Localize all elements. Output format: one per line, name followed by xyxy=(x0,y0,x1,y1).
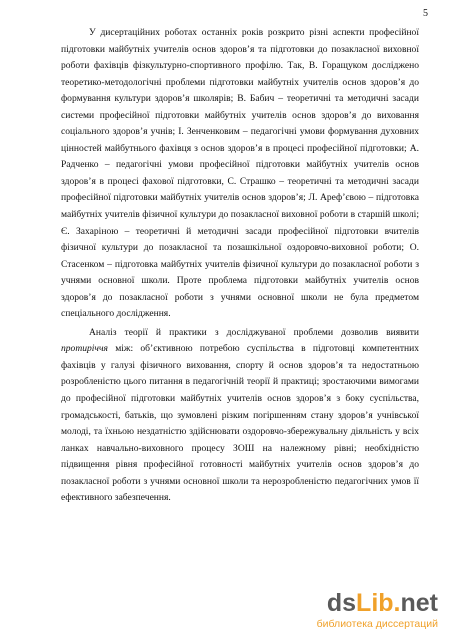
watermark-logo-lib: Lib xyxy=(356,589,394,617)
watermark xyxy=(312,589,442,635)
document-body xyxy=(61,25,419,507)
watermark-logo-net: net xyxy=(400,589,438,617)
page-number: 5 xyxy=(423,8,428,19)
watermark-caption: библиотека диссертаций xyxy=(316,618,438,630)
paragraph-2 xyxy=(61,325,419,507)
watermark-logo-ds: ds xyxy=(326,589,357,617)
paragraph-1 xyxy=(61,25,419,323)
watermark-logo xyxy=(327,589,438,617)
paragraph-1-text: У дисертаційних роботах останніх років розкрито різні аспекти професійної підготовки майбутніх учителів основ здоров’я та підготовки до позакласної виховної роботи фахівців фізкультурно-спортивного профілю. Так, В. Горащуком досліджено теоретико-методологічні проблеми підготовки майбутніх учителів основ здоров’я до формування культури здоров’я школярів; В. Бабич – теоретичні та методичні засади системи професійної підготовки майбутніх учителів основ здоров’я до виховання соціального здоров’я учнів; І. Зенченковим – педагогічні умови формування духовних цінностей майбутнього фахівця з основ здоров’я в процесі професійної підготовки; А. Радченко – педагогічні умови професійної підготовки майбутніх учителів основ здоров’я в процесі фахової підготовки, С. Страшко – теоретичні та методичні засади професійної підготовки майбутніх учителів основ здоров’я; Л. Ареф’євою – підготовка майбутніх учителів фізичної культури до позакласної виховної роботи в старшій школі; Є. Захаріною – теоретичні й методичні засади професійної підготовки вчителів фізичної культури до позакласної та позашкільної оздоровчо-виховної роботи; О. Стасенком – підготовка майбутніх учителів фізичної культури до позакласної роботи з учнями основної школи. Проте проблема підготовки майбутніх учителів основ здоров’я до позакласної роботи з учнями основної школи не була предметом спеціального дослідження. xyxy=(61,27,419,320)
paragraph-2-text-a: Аналіз теорії й практики з досліджуваної проблеми дозволив виявити xyxy=(89,326,419,338)
paragraph-2-emphasis: протиріччя xyxy=(61,343,108,355)
paragraph-2-text-b: між: об’єктивною потребою суспільства в підготовці компетентних фахівців у галузі фізичного виховання, спорту й основ здоров’я та недостатньою розробленістю цього питання в педагогічній теорії й практиці; зростаючими вимогами до професійної підготовки майбутніх учителів основ здоров’я з боку суспільства, громадськості, батьків, що зумовлені різким погіршенням стану здоров’я учнівської молоді, та їхньою нездатністю здійснювати оздоровчо-збережувальну діяльність у всіх ланках навчально-виховного процесу ЗОШ на належному рівні; необхідністю підвищення рівня професійної готовності майбутніх учителів основ здоров’я до позакласної роботи з учнями основної школи та нерозробленістю педагогічних умов її ефективного забезпечення. xyxy=(61,343,419,504)
watermark-logo-dot: . xyxy=(393,589,401,617)
